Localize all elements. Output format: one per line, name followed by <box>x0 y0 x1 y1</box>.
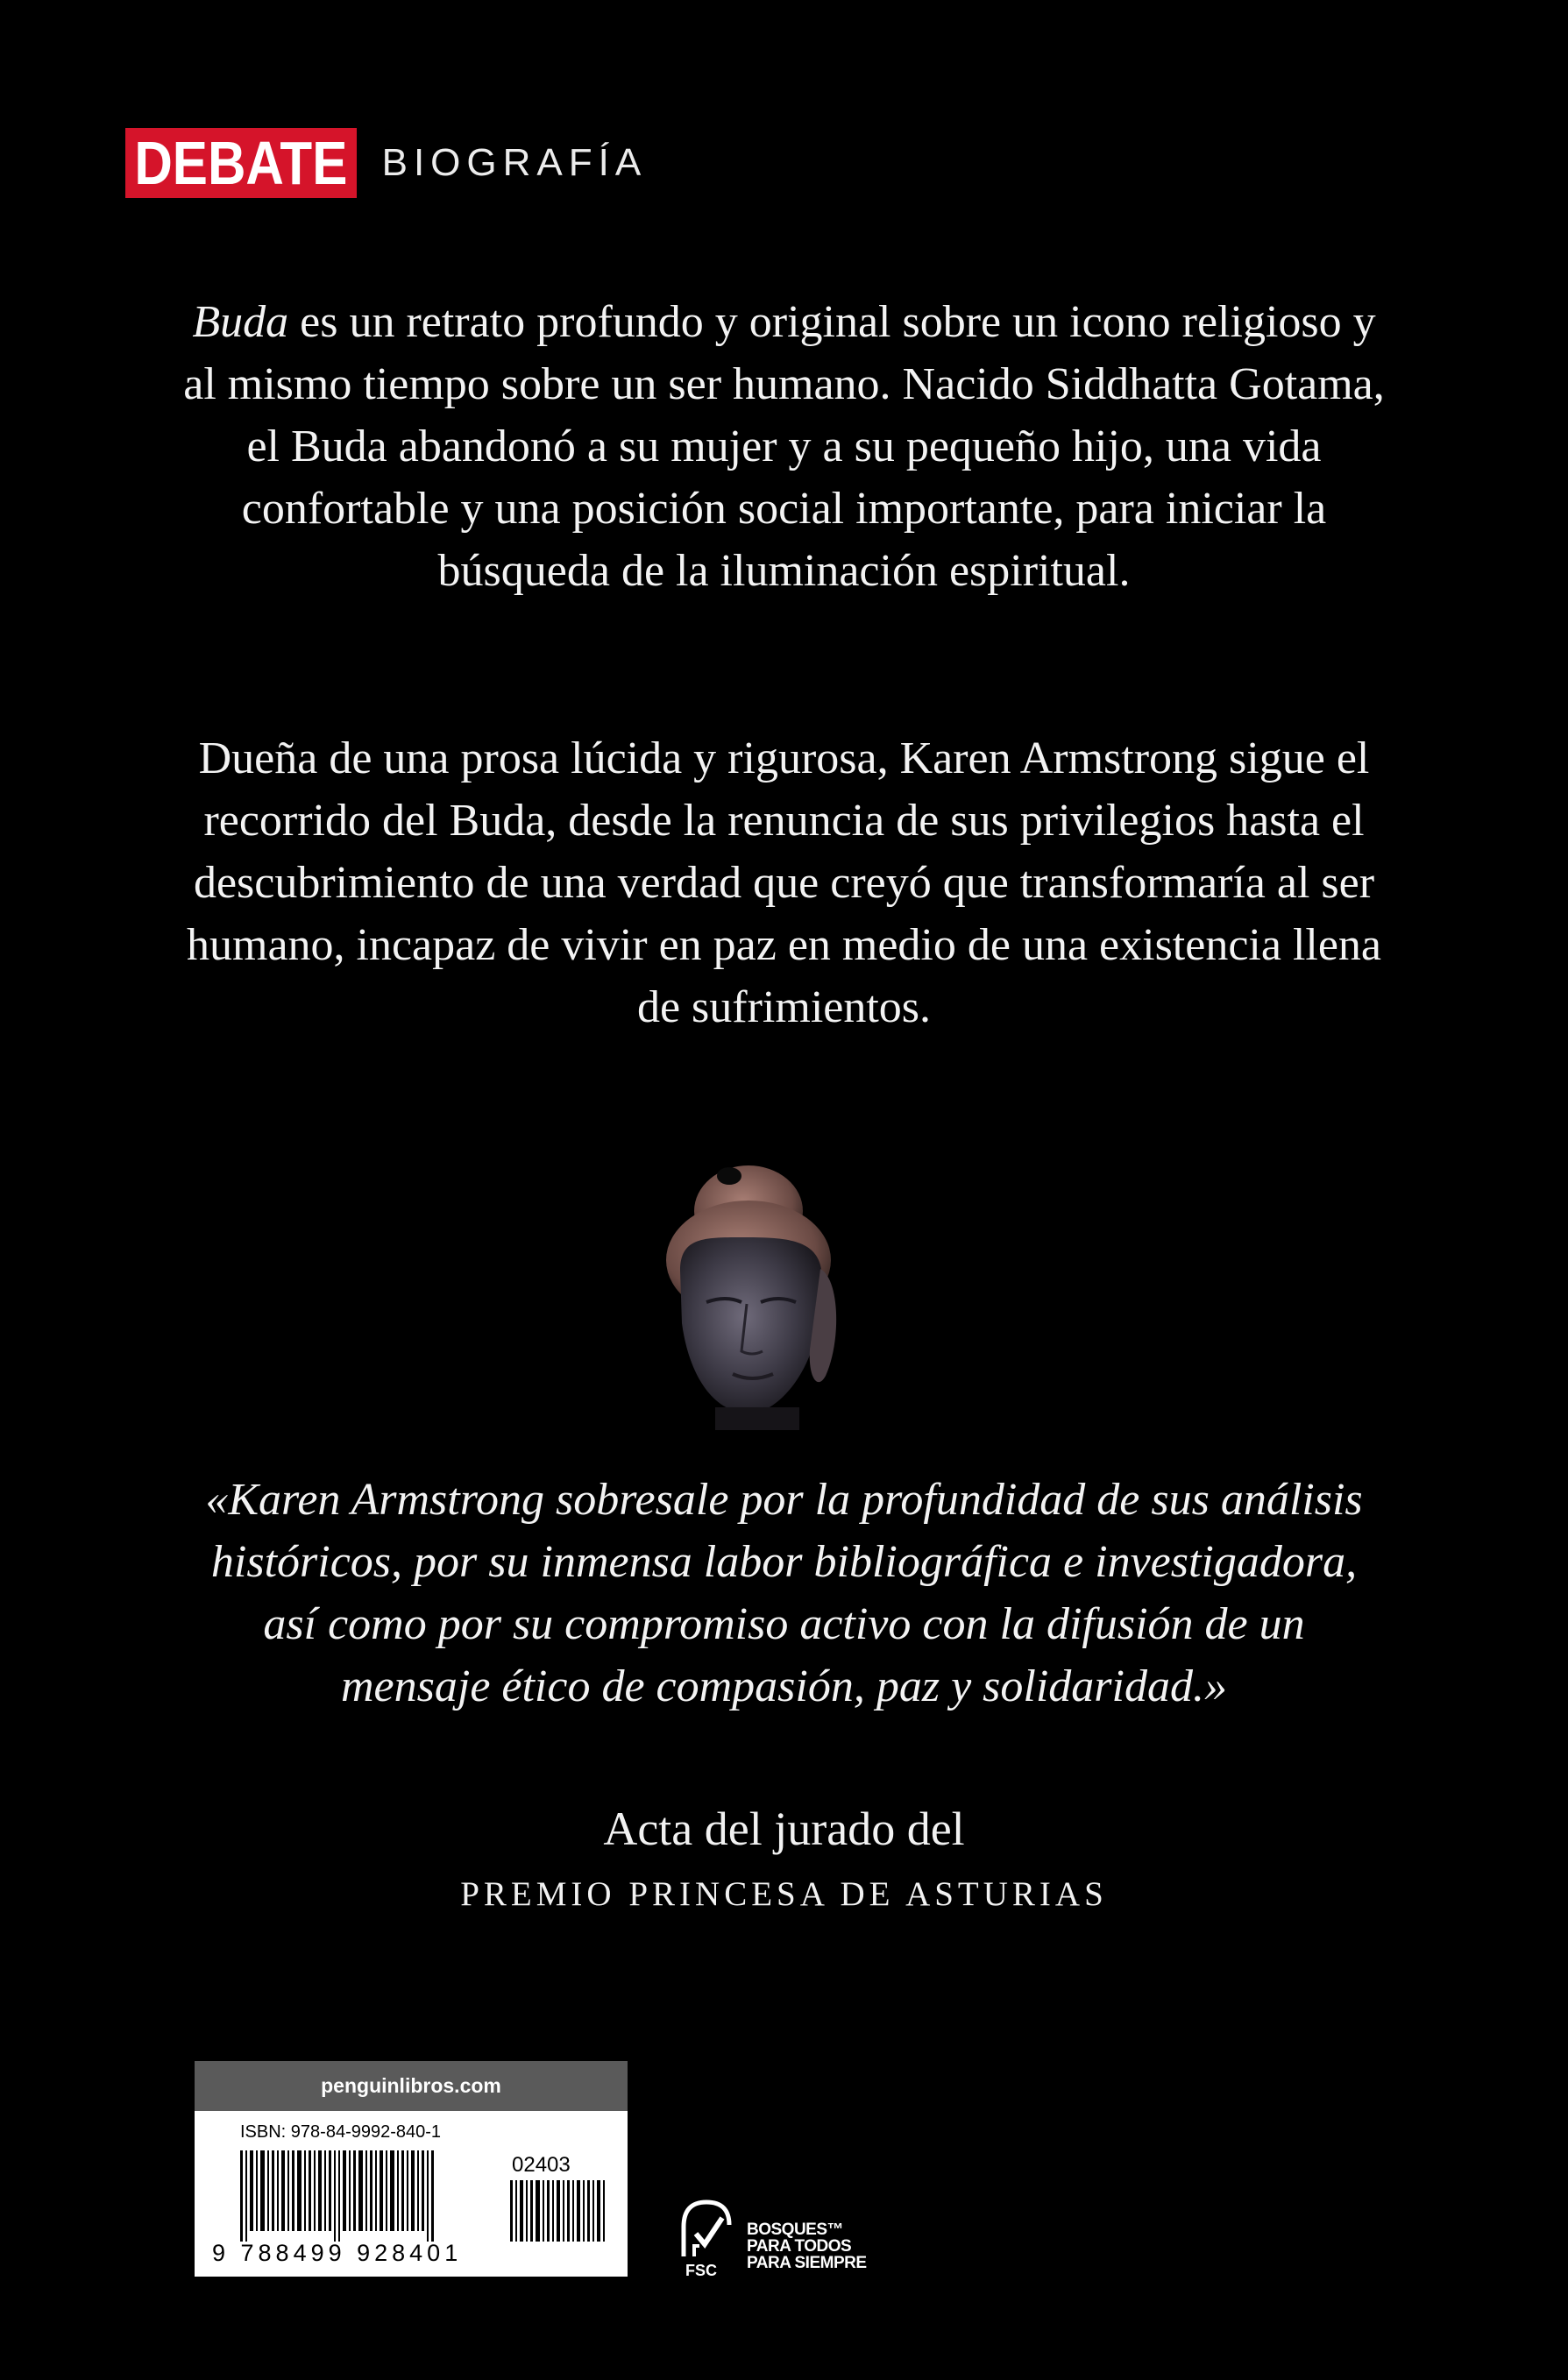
isbn-barcode-box <box>195 2061 628 2277</box>
price-addon-code: 02403 <box>512 2153 571 2177</box>
fsc-label: FSC <box>685 2262 717 2279</box>
press-quote: «Karen Armstrong sobresale por la profundidad de sus análisis históricos, por su inmensa labor bibliográfica e investigadora, así como por su compromiso activo con la difusión de un mensaje ético de compasión, paz y solidaridad.» <box>205 1475 1363 1711</box>
publisher-brand <box>125 128 647 198</box>
fsc-slogan-line-2: PARA TODOS <box>747 2237 852 2256</box>
book-title: Buda <box>192 297 289 347</box>
fsc-slogan-line-3: PARA SIEMPRE <box>747 2254 867 2272</box>
fsc-slogan <box>747 2221 905 2271</box>
fsc-tree-check-icon <box>668 2195 747 2265</box>
publisher-url: penguinlibros.com <box>195 2061 628 2111</box>
award-name: PREMIO PRINCESA DE ASTURIAS <box>460 1875 1108 1913</box>
synopsis-paragraph-2: Dueña de una prosa lúcida y rigurosa, Karen Armstrong sigue el recorrido del Buda, desde la renuncia de sus privilegios hasta el descubrimiento de una verdad que creyó que transformaría al ser humano, incapaz de vivir en paz en medio de una existencia llena de sufrimientos. <box>187 733 1381 1032</box>
buddha-head-illustration <box>654 1157 855 1430</box>
barcode-digits: 9 788499 928401 <box>212 2240 463 2266</box>
publisher-logo: DEBATE <box>125 128 357 198</box>
quote-attribution: Acta del jurado del <box>603 1803 965 1855</box>
collection-label: BIOGRAFÍA <box>381 141 648 184</box>
fsc-slogan-line-1: BOSQUES™ <box>747 2221 844 2239</box>
isbn-text: ISBN: 978-84-9992-840-1 <box>240 2122 442 2142</box>
fsc-logo <box>668 2195 905 2283</box>
synopsis-paragraph-1-text: es un retrato profundo y original sobre un icono religioso y al mismo tiempo sobre un ser humano. Nacido Siddhatta Gotama, el Buda abandonó a su mujer y a su pequeño hijo, una vida confortable y una posición social importante, para iniciar la búsqueda de la iluminación espiritual. <box>183 297 1385 596</box>
synopsis-paragraph-1 <box>175 291 1393 602</box>
